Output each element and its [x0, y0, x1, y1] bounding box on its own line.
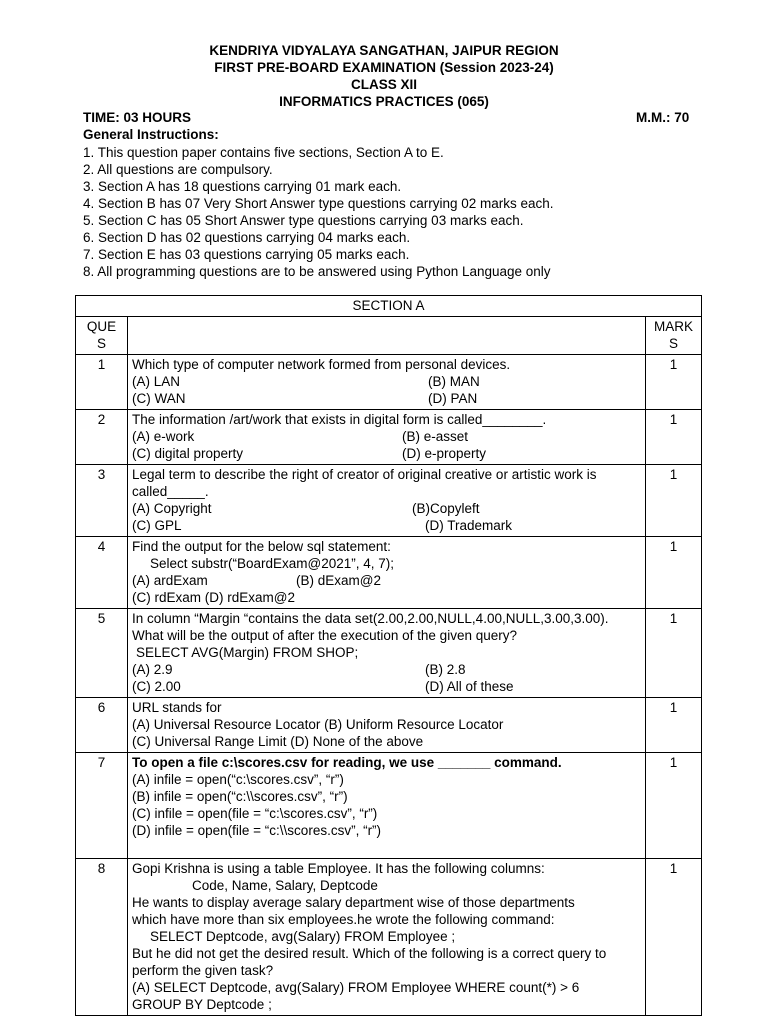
option-line	[132, 517, 641, 534]
question-text	[128, 609, 646, 698]
question-marks: 1	[646, 465, 702, 537]
question-marks: 1	[646, 355, 702, 410]
table-row	[76, 355, 702, 410]
option-d: (D) PAN	[428, 391, 478, 406]
subject-title: INFORMATICS PRACTICES (065)	[279, 94, 489, 109]
option-line	[132, 390, 641, 407]
option-line: (A) Universal Resource Locator (B) Uniform Resource Locator	[132, 717, 504, 732]
question-marks: 1	[646, 753, 702, 859]
option-d: (D) Trademark	[425, 518, 513, 533]
code-line: Code, Name, Salary, Deptcode	[192, 878, 378, 893]
question-line: URL stands for	[132, 700, 222, 715]
option-a: (A) Copyright	[132, 501, 212, 516]
option-c: (C) GPL	[132, 518, 182, 533]
table-row	[76, 465, 702, 537]
option-a-cont: GROUP BY Deptcode ;	[132, 997, 272, 1012]
header-text: MARK	[654, 319, 694, 334]
question-text	[128, 698, 646, 753]
option-c: (C) infile = open(file = “c:\scores.csv”, “r”)	[132, 806, 378, 821]
question-line: To open a file c:\scores.csv for reading, we use _______ command.	[132, 755, 562, 770]
table-row	[76, 410, 702, 465]
option-b: (B) 2.8	[425, 662, 466, 677]
question-text	[128, 465, 646, 537]
option-c: (C) WAN	[132, 391, 186, 406]
question-line: perform the given task?	[132, 963, 274, 978]
question-line: Gopi Krishna is using a table Employee. It has the following columns:	[132, 861, 545, 876]
table-row	[76, 537, 702, 609]
instruction-item: 7. Section E has 03 questions carrying 05 marks each.	[83, 247, 410, 262]
option-c: (C) digital property	[132, 446, 244, 461]
class-title: CLASS XII	[350, 77, 417, 92]
instruction-item: 5. Section C has 05 Short Answer type questions carrying 03 marks each.	[83, 213, 524, 228]
col-marks-header	[646, 317, 702, 355]
instruction-item: 8. All programming questions are to be answered using Python Language only	[83, 264, 551, 279]
col-question-header	[128, 317, 646, 355]
code-line: Select substr(“BoardExam@2021”, 4, 7);	[150, 556, 395, 571]
header-text: S	[669, 336, 679, 351]
option-b: (B) e-asset	[402, 429, 469, 444]
question-text	[128, 537, 646, 609]
option-line	[132, 445, 641, 462]
option-a: (A) LAN	[132, 374, 181, 389]
question-text	[128, 753, 646, 859]
option-d: (D) e-property	[402, 446, 487, 461]
option-b: (B)Copyleft	[412, 501, 480, 516]
question-line: He wants to display average salary department wise of those departments	[132, 895, 575, 910]
option-d: (D) All of these	[425, 679, 514, 694]
school-title: KENDRIYA VIDYALAYA SANGATHAN, JAIPUR REGION	[209, 43, 559, 58]
header-text: S	[96, 336, 106, 351]
table-row	[76, 753, 702, 859]
question-line: The information /art/work that exists in digital form is called________.	[132, 412, 547, 427]
question-number: 8	[76, 859, 128, 1016]
option-line	[132, 500, 641, 517]
question-line: What will be the output of after the execution of the given query?	[132, 628, 517, 643]
option-line	[132, 428, 641, 445]
question-marks: 1	[646, 410, 702, 465]
question-text	[128, 410, 646, 465]
section-row	[76, 296, 702, 317]
exam-time: TIME: 03 HOURS	[83, 110, 192, 125]
option-line: (C) Universal Range Limit (D) None of the above	[132, 734, 424, 749]
option-line: (C) rdExam (D) rdExam@2	[132, 590, 295, 605]
question-number: 5	[76, 609, 128, 698]
question-line: Which type of computer network formed from personal devices.	[132, 357, 511, 372]
question-marks: 1	[646, 698, 702, 753]
code-line: SELECT Deptcode, avg(Salary) FROM Employee ;	[150, 929, 456, 944]
max-marks: M.M.: 70	[636, 110, 690, 125]
question-number: 4	[76, 537, 128, 609]
table-row	[76, 859, 702, 1016]
option-line	[132, 678, 641, 695]
option-a: (A) 2.9	[132, 662, 173, 677]
question-text	[128, 859, 646, 1016]
code-line: SELECT AVG(Margin) FROM SHOP;	[136, 645, 359, 660]
option-b: (B) infile = open(“c:\\scores.csv”, “r”)	[132, 789, 348, 804]
option-d: (D) infile = open(file = “c:\\scores.csv”, “r”)	[132, 823, 382, 838]
instructions-title: General Instructions:	[83, 127, 219, 142]
instruction-item: 6. Section D has 02 questions carrying 04 marks each.	[83, 230, 411, 245]
instructions-list	[83, 144, 554, 280]
question-line: which have more than six employees.he wrote the following command:	[132, 912, 555, 927]
exam-title: FIRST PRE-BOARD EXAMINATION (Session 2023-24)	[214, 60, 554, 75]
instruction-item: 4. Section B has 07 Very Short Answer type questions carrying 02 marks each.	[83, 196, 554, 211]
option-b: (B) dExam@2	[296, 573, 381, 588]
question-number: 2	[76, 410, 128, 465]
question-line: In column “Margin “contains the data set(2.00,2.00,NULL,4.00,NULL,3.00,3.00).	[132, 611, 609, 626]
question-table	[75, 295, 702, 1016]
question-text	[128, 355, 646, 410]
table-row	[76, 609, 702, 698]
col-ques-header	[76, 317, 128, 355]
header-text: QUE	[86, 319, 117, 334]
question-line: But he did not get the desired result. Which of the following is a correct query to	[132, 946, 607, 961]
question-number: 1	[76, 355, 128, 410]
question-line: Find the output for the below sql statement:	[132, 539, 391, 554]
question-marks: 1	[646, 859, 702, 1016]
section-title: SECTION A	[76, 296, 702, 317]
question-marks: 1	[646, 537, 702, 609]
option-c: (C) 2.00	[132, 679, 181, 694]
question-line: called_____.	[132, 484, 209, 499]
header-row	[76, 317, 702, 355]
option-a: (A) e-work	[132, 429, 195, 444]
instruction-item: 2. All questions are compulsory.	[83, 162, 273, 177]
table-row	[76, 698, 702, 753]
question-number: 3	[76, 465, 128, 537]
question-marks: 1	[646, 609, 702, 698]
option-a: (A) ardExam	[132, 573, 208, 588]
option-line	[132, 572, 641, 589]
question-line: Legal term to describe the right of creator of original creative or artistic work is	[132, 467, 597, 482]
option-a: (A) infile = open(“c:\scores.csv”, “r”)	[132, 772, 344, 787]
option-line	[132, 661, 641, 678]
question-number: 7	[76, 753, 128, 859]
option-line	[132, 373, 641, 390]
option-a: (A) SELECT Deptcode, avg(Salary) FROM Employee WHERE count(*) > 6	[132, 980, 580, 995]
question-number: 6	[76, 698, 128, 753]
instruction-item: 1. This question paper contains five sections, Section A to E.	[83, 145, 444, 160]
option-b: (B) MAN	[428, 374, 480, 389]
instruction-item: 3. Section A has 18 questions carrying 01 mark each.	[83, 179, 402, 194]
